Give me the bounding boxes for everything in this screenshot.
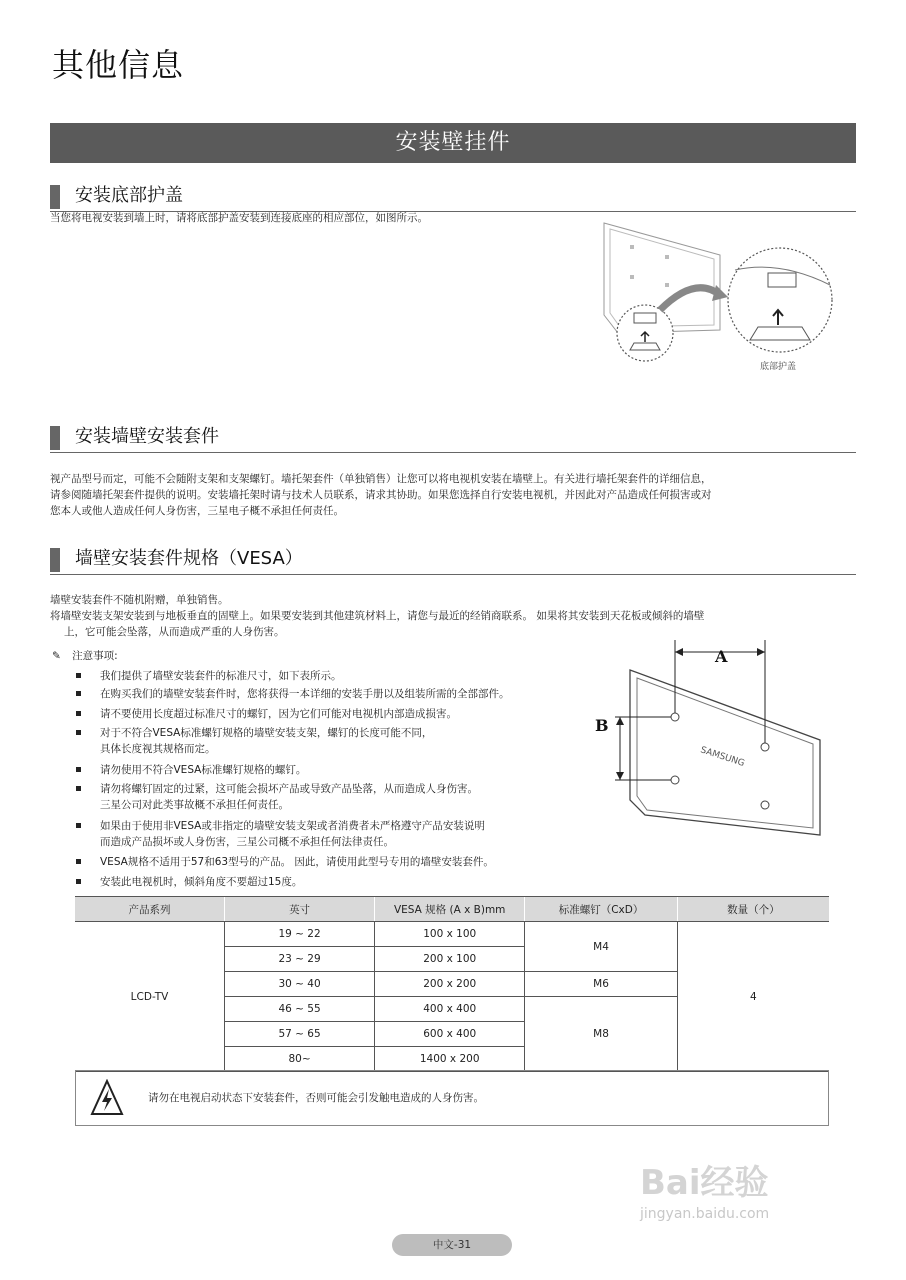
watermark-logo: Bai经验 <box>640 1163 769 1203</box>
section1-text: 当您将电视安装到墙上时，请将底部护盖安装到连接底座的相应部位，如图所示。 <box>50 212 428 224</box>
vesa-cell: 1400 x 200 <box>375 1047 525 1072</box>
screw-cell: M6 <box>525 972 677 997</box>
vesa-cell: 200 x 200 <box>375 972 525 997</box>
inch-cell: 19 ~ 22 <box>225 922 375 947</box>
section-heading-wall-mount-kit <box>50 424 856 453</box>
page-number: 中文-31 <box>392 1234 512 1256</box>
screw-cell: M4 <box>525 922 677 972</box>
page-title: 其他信息 <box>52 46 185 84</box>
section2-paragraph <box>50 471 712 519</box>
section-heading-text: 安装底部护盖 <box>75 185 183 206</box>
table-row <box>75 922 829 947</box>
column-header: 产品系列 <box>75 897 225 922</box>
figure-label: 底部护盖 <box>760 362 797 372</box>
inch-cell: 46 ~ 55 <box>225 997 375 1022</box>
vesa-cell: 600 x 400 <box>375 1022 525 1047</box>
product-cell: LCD-TV <box>75 922 225 1072</box>
section-heading-vesa <box>50 546 856 575</box>
vesa-cell: 100 x 100 <box>375 922 525 947</box>
note-label: 注意事项: <box>72 650 118 662</box>
inch-cell: 30 ~ 40 <box>225 972 375 997</box>
vesa-dimension-diagram <box>585 640 830 865</box>
table-header-row <box>75 897 829 922</box>
intro-line: 墙壁安装套件不随机附赠，单独销售。 <box>50 594 229 606</box>
intro-line: 上，它可能会坠落，从而造成严重的人身伤害。 <box>64 626 285 638</box>
quantity-cell: 4 <box>677 922 829 1072</box>
section-banner: 安装壁挂件 <box>50 123 856 163</box>
electric-hazard-icon <box>90 1079 124 1117</box>
dimension-label-b: B <box>595 716 609 735</box>
paragraph-line: 视产品型号而定，可能不会随附支架和支架螺钉。墙托架套件（单独销售）让您可以将电视机安装在墙壁上。有关进行墙托架套件的详细信息， <box>50 473 712 485</box>
column-header: 数量（个） <box>677 897 829 922</box>
section3-intro <box>50 592 704 640</box>
column-header: 标准螺钉（CxD） <box>525 897 677 922</box>
warning-text: 请勿在电视启动状态下安装套件，否则可能会引发触电造成的人身伤害。 <box>148 1092 484 1104</box>
section-heading-text: 墙壁安装套件规格（VESA） <box>75 548 303 569</box>
pencil-note-icon: ✎ <box>52 650 61 662</box>
section-heading-bottom-cover <box>50 183 856 212</box>
paragraph-line: 请参阅随墙托架套件提供的说明。安装墙托架时请与技术人员联系，请求其协助。如果您选择自行安装电视机，并因此对产品造成任何损害或对 <box>50 489 712 501</box>
vesa-cell: 200 x 100 <box>375 947 525 972</box>
brand-logo-text: SAMSUNG <box>699 745 746 770</box>
note-header <box>52 648 118 664</box>
section-heading-text: 安装墙壁安装套件 <box>75 426 219 447</box>
inch-cell: 80~ <box>225 1047 375 1072</box>
warning-box <box>75 1070 829 1126</box>
baidu-watermark <box>640 1155 769 1222</box>
paragraph-line: 您本人或他人造成任何人身伤害，三星电子概不承担任何责任。 <box>50 505 344 517</box>
bottom-cover-figure <box>590 215 860 375</box>
intro-line: 将墙壁安装支架安装到与地板垂直的固壁上。如果要安装到其他建筑材料上，请您与最近的经销商联系。 如果将其安装到天花板或倾斜的墙壁 <box>50 610 705 622</box>
screw-cell: M8 <box>525 997 677 1072</box>
watermark-url: jingyan.baidu.com <box>640 1206 770 1222</box>
vesa-spec-table <box>75 896 829 1072</box>
inch-cell: 57 ~ 65 <box>225 1022 375 1047</box>
vesa-cell: 400 x 400 <box>375 997 525 1022</box>
column-header: VESA 规格 (A x B)mm <box>375 897 525 922</box>
dimension-label-a: A <box>715 647 728 666</box>
inch-cell: 23 ~ 29 <box>225 947 375 972</box>
column-header: 英寸 <box>225 897 375 922</box>
